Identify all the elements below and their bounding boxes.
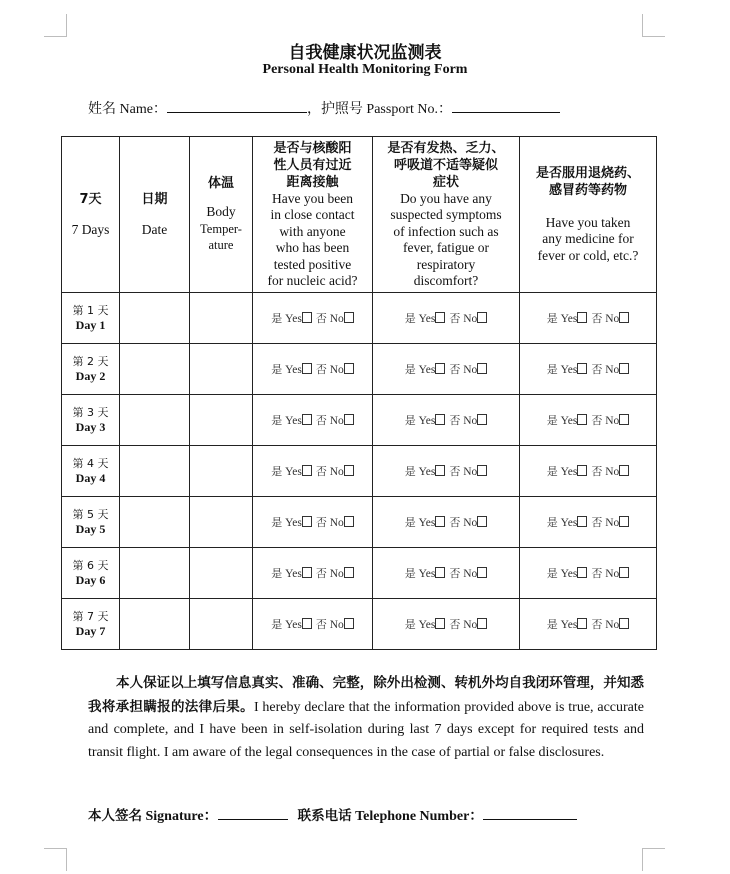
table-row (62, 293, 657, 344)
no-label-cn: 否 (315, 618, 327, 631)
yes-label-en: Yes (285, 415, 302, 427)
no-label-cn: 否 (591, 618, 603, 631)
yes-checkbox[interactable] (435, 516, 445, 527)
date-cell[interactable] (120, 599, 190, 650)
header-close-contact (253, 137, 373, 293)
signature-field[interactable] (218, 805, 288, 820)
yes-label-cn: 是 (404, 567, 416, 580)
no-label-cn: 否 (449, 516, 461, 529)
contact-answer-cell (253, 599, 373, 650)
no-label-cn: 否 (449, 567, 461, 580)
no-checkbox[interactable] (477, 414, 487, 425)
no-checkbox[interactable] (619, 363, 629, 374)
yes-checkbox[interactable] (577, 465, 587, 476)
no-label-en: No (463, 466, 478, 478)
yes-checkbox[interactable] (302, 618, 312, 629)
header-contact-en-3: with anyone (279, 223, 346, 239)
yes-label-cn: 是 (271, 414, 283, 427)
yes-checkbox[interactable] (577, 414, 587, 425)
no-label-cn: 否 (591, 516, 603, 529)
symptom-answer-cell (373, 497, 520, 548)
date-cell[interactable] (120, 293, 190, 344)
yes-label-en: Yes (285, 568, 302, 580)
no-checkbox[interactable] (619, 567, 629, 578)
temperature-cell[interactable] (190, 548, 253, 599)
medicine-answer-cell (520, 293, 657, 344)
no-label-cn: 否 (591, 567, 603, 580)
name-passport-line (88, 98, 560, 118)
day-label-cn: 第 7 天 (72, 610, 109, 623)
header-contact-en-2: in close contact (270, 207, 355, 222)
yes-label-en: Yes (285, 313, 302, 325)
yes-label-cn: 是 (271, 516, 283, 529)
no-label-cn: 否 (315, 465, 327, 478)
day-label-en: Day 1 (75, 318, 106, 332)
no-checkbox[interactable] (344, 516, 354, 527)
yes-label-cn: 是 (271, 312, 283, 325)
yes-checkbox[interactable] (577, 363, 587, 374)
crop-mark-bottom-left (44, 848, 67, 871)
yes-checkbox[interactable] (435, 618, 445, 629)
no-label-en: No (329, 568, 344, 580)
yes-label-en: Yes (285, 517, 302, 529)
declaration-chinese: 本人保证以上填写信息真实、准确、完整，除外出检测、转机外均自我闭环管理，并知悉我将承担瞒报的法律后果。 (88, 675, 644, 715)
yes-label-en: Yes (560, 517, 578, 529)
yes-checkbox[interactable] (435, 414, 445, 425)
no-label-en: No (605, 415, 620, 427)
no-label-cn: 否 (591, 465, 603, 478)
yes-label-cn: 是 (404, 465, 416, 478)
day-label-en: Day 2 (75, 369, 106, 383)
yes-label-en: Yes (285, 364, 302, 376)
no-label-en: No (463, 619, 478, 631)
form-title-chinese: 自我健康状况监测表 (288, 43, 442, 63)
yes-label-en: Yes (418, 619, 436, 631)
symptom-answer-cell (373, 599, 520, 650)
header-temp-en-1: Body (206, 204, 236, 220)
telephone-label-en: Telephone Number： (351, 809, 484, 824)
declaration-paragraph (88, 672, 644, 764)
no-checkbox[interactable] (477, 516, 487, 527)
form-title-english: Personal Health Monitoring Form (262, 62, 468, 77)
no-label-cn: 否 (315, 312, 327, 325)
no-label-cn: 否 (315, 414, 327, 427)
no-label-cn: 否 (449, 312, 461, 325)
crop-mark-top-right (642, 14, 665, 37)
health-monitoring-table (61, 136, 657, 650)
symptom-answer-cell (373, 446, 520, 497)
yes-checkbox[interactable] (435, 567, 445, 578)
no-checkbox[interactable] (477, 312, 487, 323)
contact-answer-cell (253, 395, 373, 446)
header-symptom-en-4: fever, fatigue or (402, 240, 490, 255)
day-label-cn: 第 5 天 (72, 508, 109, 521)
day-label-cn: 第 3 天 (72, 406, 109, 419)
yes-checkbox[interactable] (302, 414, 312, 425)
header-symptom-en-3: of infection such as (393, 223, 499, 239)
header-symptom-en-1: Do you have any (400, 190, 492, 206)
no-label-en: No (605, 619, 620, 631)
header-date-en: Date (141, 221, 168, 237)
day-label-en: Day 6 (75, 573, 106, 587)
yes-label-en: Yes (418, 313, 436, 325)
symptom-answer-cell (373, 293, 520, 344)
yes-label-en: Yes (418, 415, 436, 427)
medicine-answer-cell (520, 599, 657, 650)
header-medicine-en-2: any medicine for (542, 231, 634, 247)
yes-label-cn: 是 (404, 414, 416, 427)
yes-label-en: Yes (560, 415, 578, 427)
yes-checkbox[interactable] (302, 363, 312, 374)
passport-label: 护照号 Passport No.： (320, 102, 452, 117)
header-contact-en-1: Have you been (272, 190, 353, 206)
day-label-cn: 第 1 天 (72, 304, 109, 317)
no-label-cn: 否 (315, 567, 327, 580)
yes-checkbox[interactable] (577, 312, 587, 323)
yes-label-cn: 是 (271, 567, 283, 580)
day-cell (62, 548, 120, 599)
no-checkbox[interactable] (477, 567, 487, 578)
no-label-en: No (463, 364, 478, 376)
day-label-cn: 第 2 天 (72, 355, 109, 368)
no-label-cn: 否 (449, 465, 461, 478)
yes-label-cn: 是 (271, 618, 283, 631)
contact-answer-cell (253, 548, 373, 599)
yes-checkbox[interactable] (302, 312, 312, 323)
header-contact-cn-3: 距离接触 (286, 174, 339, 190)
header-contact-en-5: tested positive (273, 256, 352, 272)
yes-label-en: Yes (560, 364, 578, 376)
header-day-en: 7 Days (71, 221, 110, 237)
header-medicine-cn-1: 是否服用退烧药、 (535, 165, 640, 181)
day-label-en: Day 3 (75, 420, 106, 434)
day-cell (62, 293, 120, 344)
no-label-cn: 否 (449, 618, 461, 631)
no-label-en: No (605, 466, 620, 478)
contact-answer-cell (253, 293, 373, 344)
yes-label-en: Yes (418, 568, 436, 580)
yes-checkbox[interactable] (577, 618, 587, 629)
table-row (62, 395, 657, 446)
passport-field[interactable] (452, 98, 560, 113)
no-checkbox[interactable] (619, 414, 629, 425)
no-label-en: No (329, 313, 344, 325)
date-cell[interactable] (120, 446, 190, 497)
no-checkbox[interactable] (344, 567, 354, 578)
header-date-cn: 日期 (141, 191, 168, 207)
medicine-answer-cell (520, 497, 657, 548)
table-row (62, 599, 657, 650)
temperature-cell[interactable] (190, 599, 253, 650)
yes-checkbox[interactable] (302, 465, 312, 476)
yes-checkbox[interactable] (577, 567, 587, 578)
yes-checkbox[interactable] (435, 465, 445, 476)
header-contact-en-4: who has been (275, 240, 350, 255)
yes-label-cn: 是 (546, 414, 558, 427)
no-label-en: No (605, 517, 620, 529)
yes-label-cn: 是 (271, 465, 283, 478)
field-separator: ， (306, 102, 321, 117)
header-symptom-cn-2: 呼吸道不适等疑似 (393, 157, 498, 173)
day-label-en: Day 4 (75, 471, 106, 485)
header-day (62, 137, 120, 293)
yes-label-cn: 是 (404, 312, 416, 325)
yes-checkbox[interactable] (435, 312, 445, 323)
no-checkbox[interactable] (619, 516, 629, 527)
no-label-en: No (329, 466, 344, 478)
table-row (62, 446, 657, 497)
table-row (62, 497, 657, 548)
no-label-cn: 否 (591, 363, 603, 376)
no-label-cn: 否 (591, 414, 603, 427)
yes-label-en: Yes (285, 619, 302, 631)
no-label-en: No (329, 619, 344, 631)
temperature-cell[interactable] (190, 293, 253, 344)
telephone-label-cn: 联系电话 (297, 808, 352, 824)
yes-label-cn: 是 (546, 516, 558, 529)
symptom-answer-cell (373, 548, 520, 599)
telephone-field[interactable] (483, 805, 577, 820)
header-symptom-cn-3: 症状 (432, 174, 459, 190)
symptom-answer-cell (373, 395, 520, 446)
no-checkbox[interactable] (344, 312, 354, 323)
no-checkbox[interactable] (344, 465, 354, 476)
no-label-en: No (463, 415, 478, 427)
yes-label-en: Yes (418, 364, 436, 376)
temperature-cell[interactable] (190, 344, 253, 395)
day-label-en: Day 7 (75, 624, 106, 638)
no-checkbox[interactable] (477, 363, 487, 374)
header-medicine (520, 137, 657, 293)
no-label-en: No (463, 568, 478, 580)
no-label-en: No (605, 364, 620, 376)
name-field[interactable] (167, 98, 307, 113)
temperature-cell[interactable] (190, 395, 253, 446)
yes-label-cn: 是 (404, 618, 416, 631)
no-checkbox[interactable] (619, 618, 629, 629)
yes-checkbox[interactable] (302, 567, 312, 578)
temperature-cell[interactable] (190, 446, 253, 497)
crop-mark-top-left (44, 14, 67, 37)
yes-label-cn: 是 (546, 465, 558, 478)
signature-label-en: Signature： (142, 809, 218, 824)
no-checkbox[interactable] (344, 618, 354, 629)
header-symptom-cn-1: 是否有发热、乏力、 (387, 140, 505, 156)
crop-mark-bottom-right (642, 848, 665, 871)
yes-label-en: Yes (285, 466, 302, 478)
yes-label-cn: 是 (546, 312, 558, 325)
contact-answer-cell (253, 446, 373, 497)
header-contact-cn-2: 性人员有过近 (273, 157, 352, 173)
yes-checkbox[interactable] (302, 516, 312, 527)
day-cell (62, 497, 120, 548)
no-label-cn: 否 (315, 363, 327, 376)
no-checkbox[interactable] (344, 414, 354, 425)
medicine-answer-cell (520, 446, 657, 497)
header-day-cn: 7天 (79, 191, 102, 207)
medicine-answer-cell (520, 395, 657, 446)
no-label-cn: 否 (449, 414, 461, 427)
no-checkbox[interactable] (477, 465, 487, 476)
declaration-english: I hereby declare that the information provided above is true, accurate and complete, and I have been in self-isolation during last 7 days except for required tests and transit flight. I am aware of the legal consequences in the case of partial or false disclosures. (88, 699, 644, 760)
no-label-en: No (463, 313, 478, 325)
contact-answer-cell (253, 497, 373, 548)
yes-checkbox[interactable] (435, 363, 445, 374)
table-row (62, 548, 657, 599)
yes-label-en: Yes (560, 619, 578, 631)
no-checkbox[interactable] (619, 465, 629, 476)
signature-line (88, 804, 577, 825)
yes-label-cn: 是 (546, 567, 558, 580)
header-symptoms (373, 137, 520, 293)
table-row (62, 344, 657, 395)
header-contact-en-6: for nucleic acid? (267, 273, 358, 288)
yes-label-cn: 是 (546, 363, 558, 376)
no-label-en: No (605, 568, 620, 580)
day-cell (62, 344, 120, 395)
header-contact-cn-1: 是否与核酸阳 (273, 140, 352, 156)
day-cell (62, 599, 120, 650)
no-label-en: No (329, 364, 344, 376)
yes-label-en: Yes (560, 568, 578, 580)
header-symptom-en-6: discomfort? (413, 273, 479, 288)
no-checkbox[interactable] (477, 618, 487, 629)
yes-label-cn: 是 (404, 516, 416, 529)
symptom-answer-cell (373, 344, 520, 395)
header-temp-en-2: Temper- (200, 221, 242, 236)
header-temp-cn: 体温 (207, 176, 234, 192)
yes-label-cn: 是 (271, 363, 283, 376)
contact-answer-cell (253, 344, 373, 395)
day-label-cn: 第 4 天 (72, 457, 109, 470)
header-symptom-en-2: suspected symptoms (390, 207, 502, 222)
header-symptom-en-5: respiratory (416, 256, 476, 272)
yes-label-en: Yes (560, 313, 578, 325)
header-medicine-en-3: fever or cold, etc.? (537, 247, 639, 263)
medicine-answer-cell (520, 548, 657, 599)
no-label-en: No (605, 313, 620, 325)
medicine-answer-cell (520, 344, 657, 395)
no-checkbox[interactable] (619, 312, 629, 323)
date-cell[interactable] (120, 548, 190, 599)
no-checkbox[interactable] (344, 363, 354, 374)
no-label-cn: 否 (315, 516, 327, 529)
date-cell[interactable] (120, 395, 190, 446)
no-label-en: No (329, 517, 344, 529)
yes-label-cn: 是 (404, 363, 416, 376)
name-label: 姓名 Name： (88, 102, 167, 117)
no-label-en: No (329, 415, 344, 427)
yes-label-en: Yes (418, 517, 436, 529)
temperature-cell[interactable] (190, 497, 253, 548)
header-temp-en-3: ature (208, 238, 234, 253)
date-cell[interactable] (120, 497, 190, 548)
signature-label-cn: 本人签名 (88, 808, 142, 824)
date-cell[interactable] (120, 344, 190, 395)
day-label-cn: 第 6 天 (72, 559, 109, 572)
day-label-en: Day 5 (75, 522, 106, 536)
yes-label-en: Yes (418, 466, 436, 478)
header-date (120, 137, 190, 293)
yes-label-en: Yes (560, 466, 578, 478)
header-temperature (190, 137, 253, 293)
no-label-cn: 否 (591, 312, 603, 325)
no-label-en: No (463, 517, 478, 529)
yes-label-cn: 是 (546, 618, 558, 631)
yes-checkbox[interactable] (577, 516, 587, 527)
no-label-cn: 否 (449, 363, 461, 376)
header-medicine-cn-2: 感冒药等药物 (548, 182, 627, 198)
header-medicine-en-1: Have you taken (545, 214, 631, 230)
day-cell (62, 395, 120, 446)
day-cell (62, 446, 120, 497)
